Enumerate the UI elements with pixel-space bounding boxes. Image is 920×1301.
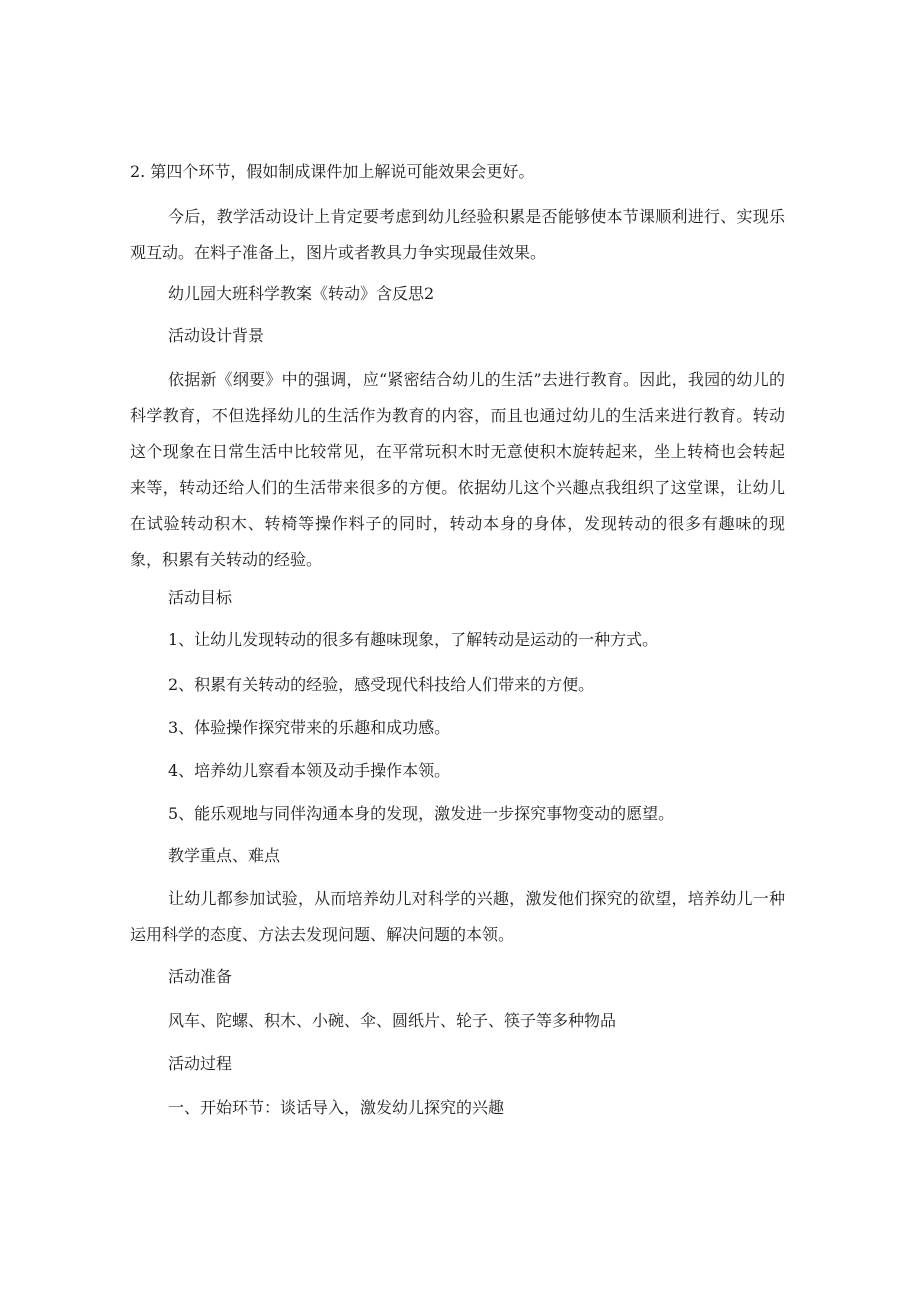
process-step-1: 一、开始环节：谈话导入，激发幼儿探究的兴趣 [168,1098,505,1117]
goal-item-2: 2、积累有关转动的经验，感受现代科技给人们带来的方便。 [168,675,595,694]
heading-preparation: 活动准备 [168,967,233,986]
paragraph-future-improvement: 今后，教学活动设计上肯定要考虑到幼儿经验积累是否能够使本节课顺利进行、实现乐观互动。在料子准备上，图片或者教具力争实现最佳效果。 [130,207,785,262]
goal-item-4: 4、培养幼儿察看本领及动手操作本领。 [168,761,451,780]
heading-background: 活动设计背景 [168,326,265,345]
preparation-items: 风车、陀螺、积木、小碗、伞、圆纸片、轮子、筷子等多种物品 [168,1011,617,1030]
goal-item-1: 1、让幼儿发现转动的很多有趣味现象，了解转动是运动的一种方式。 [168,630,659,649]
numbered-item-2: 2. 第四个环节，假如制成课件加上解说可能效果会更好。 [130,162,535,181]
heading-key-points: 教学重点、难点 [168,846,281,865]
goal-item-5: 5、能乐观地与同伴沟通本身的发现，激发进一步探究事物变动的愿望。 [168,804,675,823]
heading-goals: 活动目标 [168,588,233,607]
paragraph-background: 依据新《纲要》中的强调，应“紧密结合幼儿的生活”去进行教育。因此，我园的幼儿的科学教育，不但选择幼儿的生活作为教育的内容，而且也通过幼儿的生活来进行教育。转动这个现象在日常生活中比较常见，在平常玩积木时无意使积木旋转起来，坐上转椅也会转起来等，转动还给人们的生活带来很多的方便。依据幼儿这个兴趣点我组织了这堂课，让幼儿在试验转动积木、转椅等操作料子的同时，转动本身的身体，发现转动的很多有趣味的现象，积累有关转动的经验。 [130,370,785,569]
section-title: 幼儿园大班科学教案《转动》含反思2 [168,284,435,303]
heading-process: 活动过程 [168,1054,233,1073]
paragraph-key-points: 让幼儿都参加试验，从而培养幼儿对科学的兴趣，激发他们探究的欲望，培养幼儿一种运用科学的态度、方法去发现问题、解决问题的本领。 [130,889,785,944]
goal-item-3: 3、体验操作探究带来的乐趣和成功感。 [168,718,451,737]
